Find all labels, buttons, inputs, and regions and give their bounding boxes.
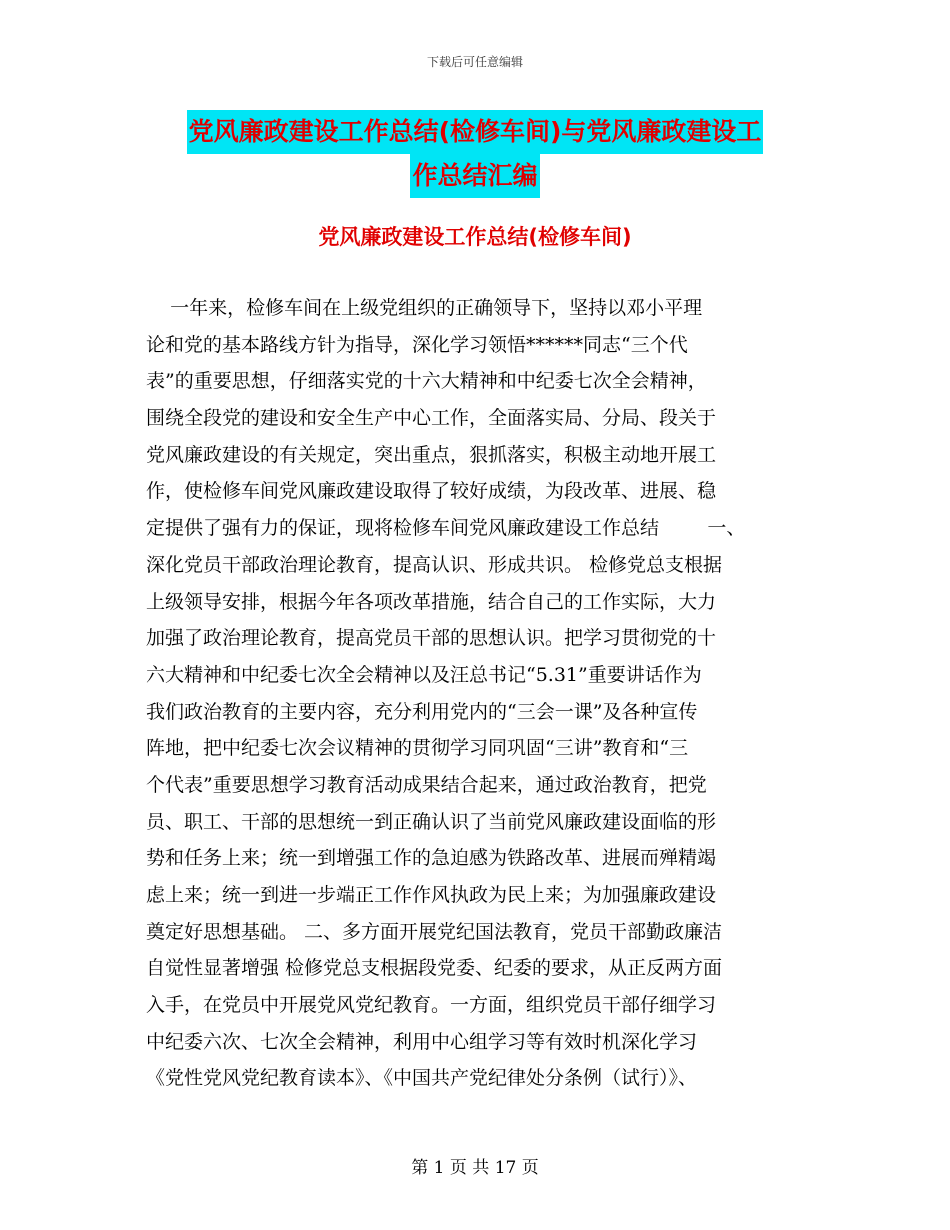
section-title: 党风廉政建设工作总结(检修车间) [318,225,632,249]
body-line: 表”的重要思想，仔细落实党的十六大精神和中纪委七次全会精神， [146,370,707,393]
body-line: 作，使检修车间党风廉政建设取得了较好成绩，为段改革、进展、稳 [146,480,717,503]
body-line: 中纪委六次、七次全会精神，利用中心组学习等有效时机深化学习 [146,1030,698,1053]
body-line: 个代表”重要思想学习教育活动成果结合起来，通过政治教育，把党 [146,773,707,796]
body-line: 奠定好思想基础。 二、多方面开展党纪国法教育，党员干部勤政廉洁 [146,920,723,943]
body-line: 党风廉政建设的有关规定，突出重点，狠抓落实，积极主动地开展工 [146,443,717,466]
document-title [0,110,950,198]
body-line: 势和任务上来；统一到增强工作的急迫感为铁路改革、进展而殚精竭 [146,847,717,870]
body-line: 定提供了强有力的保证，现将检修车间党风廉政建设工作总结 一、 [146,517,746,540]
body-line: 自觉性显著增强 检修党总支根据段党委、纪委的要求，从正反两方面 [146,957,723,980]
body-line: 《党性党风党纪教育读本》、《中国共产党纪律处分条例（试行）》、 [146,1067,698,1090]
body-line: 员、职工、干部的思想统一到正确认识了当前党风廉政建设面临的形 [146,810,717,833]
body-line: 深化党员干部政治理论教育，提高认识、形成共识。 检修党总支根据 [146,553,723,576]
body-line: 加强了政治理论教育，提高党员干部的思想认识。把学习贯彻党的十 [146,627,717,650]
body-line: 六大精神和中纪委七次全会精神以及汪总书记“5.31”重要讲话作为 [146,663,702,686]
body-line: 一年来，检修车间在上级党组织的正确领导下，坚持以邓小平理 [146,297,703,319]
page-number-footer: 第 1 页 共 17 页 [411,1158,539,1178]
document-title-line-1: 党风廉政建设工作总结(检修车间)与党风廉政建设工 [187,110,764,154]
body-text [146,290,806,1097]
body-line: 虑上来；统一到进一步端正工作作风执政为民上来；为加强廉政建设 [146,884,717,906]
header-note: 下载后可任意编辑 [426,55,523,69]
body-line: 上级领导安排，根据今年各项改革措施，结合自己的工作实际，大力 [146,590,717,613]
body-line: 围绕全段党的建设和安全生产中心工作，全面落实局、分局、段关于 [146,407,717,430]
document-title-line-2: 作总结汇编 [410,154,539,198]
body-line: 入手，在党员中开展党风党纪教育。一方面，组织党员干部仔细学习 [146,994,717,1017]
body-line: 我们政治教育的主要内容，充分利用党内的“三会一课”及各种宣传 [146,700,698,723]
body-line: 阵地，把中纪委七次会议精神的贯彻学习同巩固“三讲”教育和“三 [146,737,689,760]
body-line: 论和党的基本路线方针为指导，深化学习领悟******同志“三个代 [146,333,688,356]
